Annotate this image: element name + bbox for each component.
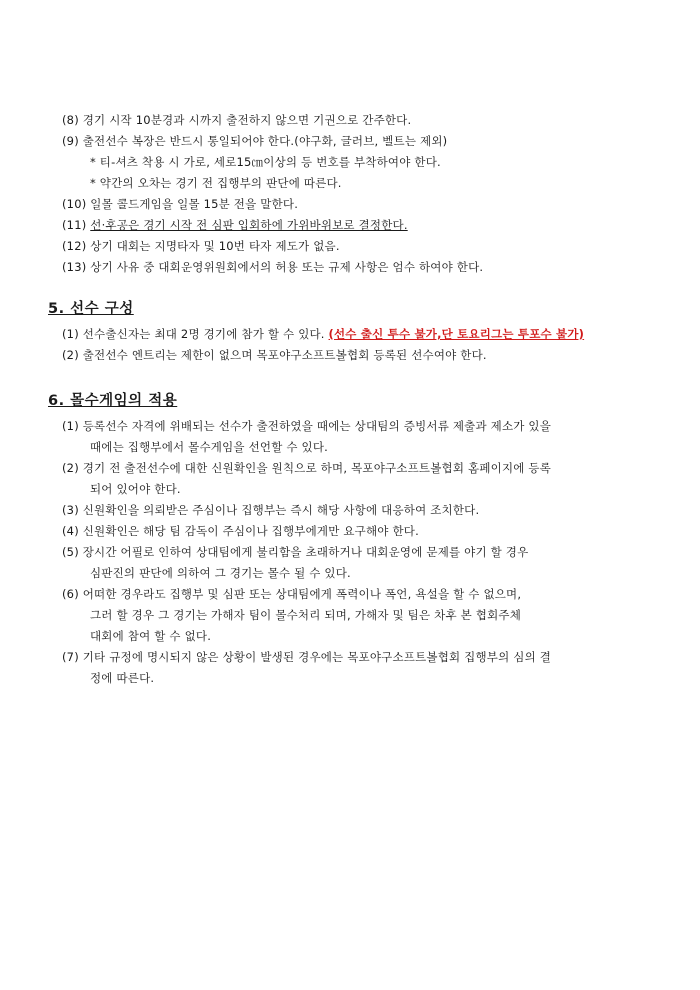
rule-item-9: (9) 출전선수 복장은 반드시 통일되어야 한다.(야구화, 글러브, 벨트는 제외) xyxy=(62,134,448,148)
rule-item-8: (8) 경기 시작 10분경과 시까지 출전하지 않으면 기권으로 간주한다. xyxy=(62,113,412,127)
section-6-item-6-line-1: (6) 어떠한 경우라도 집행부 및 심판 또는 상대팀에게 폭력이나 폭언, 욕설을 할 수 없으며, xyxy=(62,587,522,601)
section-6-item-4: (4) 신원확인은 해당 팀 감독이 주심이나 집행부에게만 요구해야 한다. xyxy=(62,524,419,538)
rule-item-9-note-2: * 약간의 오차는 경기 전 집행부의 판단에 따른다. xyxy=(90,176,342,190)
section-6-item-2-line-1: (2) 경기 전 출전선수에 대한 신원확인을 원칙으로 하며, 목포야구소프트볼협회 홈페이지에 등록 xyxy=(62,461,552,475)
rule-item-13: (13) 상기 사유 중 대회운영위원회에서의 허용 또는 규제 사항은 엄수 하여야 한다. xyxy=(62,260,484,274)
section-5-item-1-restriction: (선수 출신 투수 불가,단 토요리그는 투포수 불가) xyxy=(328,327,585,341)
section-6-item-1-line-2: 때에는 집행부에서 몰수게임을 선언할 수 있다. xyxy=(90,440,329,454)
rule-item-11-number: (11) xyxy=(62,218,91,232)
rule-item-12: (12) 상기 대회는 지명타자 및 10번 타자 제도가 없음. xyxy=(62,239,340,253)
rule-item-9-note-1: * 티-셔츠 착용 시 가로, 세로15㎝이상의 등 번호를 부착하여야 한다. xyxy=(90,155,441,169)
section-6-item-5-line-2: 심판진의 판단에 의하여 그 경기는 몰수 될 수 있다. xyxy=(90,566,351,580)
section-6-list xyxy=(48,416,660,689)
section-6-item-2-line-2: 되어 있어야 한다. xyxy=(90,482,181,496)
section-6-item-6-line-2: 그러 할 경우 그 경기는 가해자 팀이 몰수처리 되며, 가해자 및 팀은 차후 본 협회주체 xyxy=(90,608,522,622)
section-6-item-3: (3) 신원확인을 의뢰받은 주심이나 집행부는 즉시 해당 사항에 대응하여 조치한다. xyxy=(62,503,480,517)
rule-item-11 xyxy=(48,215,660,236)
section-5-heading: 5. 선수 구성 xyxy=(48,301,134,317)
section-5-item-1 xyxy=(48,324,660,345)
rule-item-11-text: 선·후공은 경기 시작 전 심판 입회하에 가위바위보로 결정한다. xyxy=(90,218,408,232)
section-5-item-2: (2) 출전선수 엔트리는 제한이 없으며 목포야구소프트볼협회 등록된 선수여야 한다. xyxy=(62,348,487,362)
section-6-item-7-line-1: (7) 기타 규정에 명시되지 않은 상황이 발생된 경우에는 목포야구소프트볼협회 집행부의 심의 결 xyxy=(62,650,552,664)
section-5-list xyxy=(48,324,660,366)
rule-item-10: (10) 일몰 콜드게임을 일몰 15분 전을 말한다. xyxy=(62,197,299,211)
section-6-item-1-line-1: (1) 등록선수 자격에 위배되는 선수가 출전하였을 때에는 상대팀의 증빙서류 제출과 제소가 있을 xyxy=(62,419,552,433)
section-5-item-1-text: (1) 선수출신자는 최대 2명 경기에 참가 할 수 있다. xyxy=(62,327,329,341)
section-6-item-5-line-1: (5) 장시간 어필로 인하여 상대팀에게 불리함을 초래하거나 대회운영에 문제를 야기 할 경우 xyxy=(62,545,529,559)
section-6-heading: 6. 몰수게임의 적용 xyxy=(48,393,178,409)
section-6-item-7-line-2: 정에 따른다. xyxy=(90,671,155,685)
section-6-item-6-line-3: 대회에 참여 할 수 없다. xyxy=(90,629,212,643)
rules-continued-list xyxy=(48,110,660,278)
